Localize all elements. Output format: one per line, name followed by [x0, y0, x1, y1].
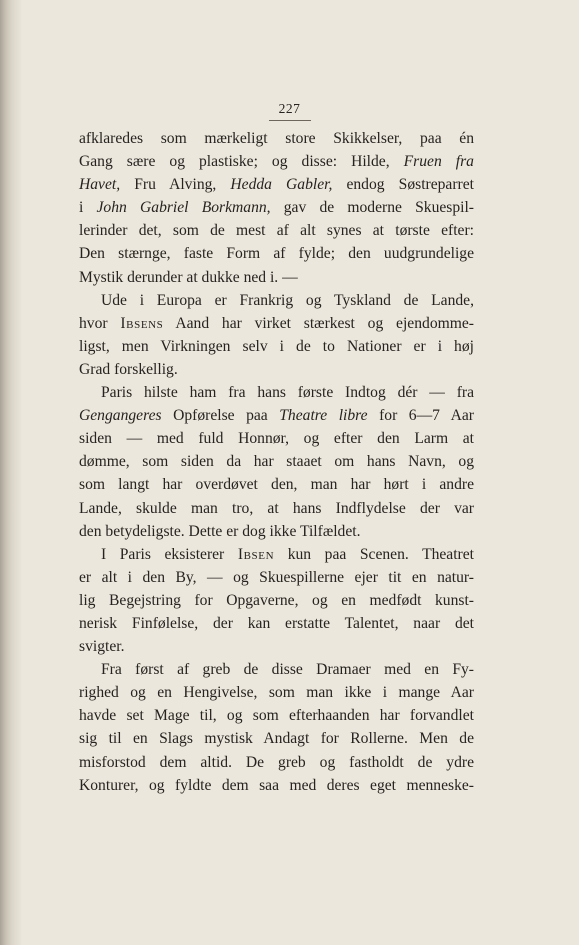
- italic-text: John Gabriel Borkmann,: [96, 199, 271, 217]
- text-line: [79, 358, 474, 381]
- text-run: misforstod dem altid. De greb og fastholdt de ydre: [79, 753, 474, 771]
- text-run: endog Søstreparret: [332, 176, 474, 194]
- text-line: [79, 312, 474, 335]
- text-run: Ude i Europa er Frankrig og Tyskland de Lande,: [101, 291, 474, 309]
- text-run: sig til en Slags mystisk Andagt for Rollerne. Men de: [79, 730, 474, 748]
- text-run: ligst, men Virkningen selv i de to Nationer er i høj: [79, 337, 474, 355]
- text-line: [79, 473, 474, 496]
- text-line: [79, 774, 474, 797]
- small-caps-name: Ibsen: [237, 545, 275, 563]
- text-line: [79, 751, 474, 774]
- text-line: [79, 335, 474, 358]
- text-line: [79, 404, 474, 427]
- text-line: [79, 497, 474, 520]
- text-line: [79, 704, 474, 727]
- text-run: nerisk Finfølelse, der kan erstatte Talentet, naar det: [79, 614, 474, 632]
- text-line: [79, 727, 474, 750]
- text-run: svigter.: [79, 638, 125, 656]
- text-line: [79, 173, 474, 196]
- text-line: [79, 681, 474, 704]
- text-line: [79, 427, 474, 450]
- text-run: som langt har overdøvet den, man har hørt i andre: [79, 476, 474, 494]
- text-run: Lande, skulde man tro, at hans Indflydelse der var: [79, 499, 474, 517]
- page-number: 227: [0, 101, 579, 121]
- text-run: Grad forskellig.: [79, 360, 178, 378]
- text-line: [79, 635, 474, 658]
- italic-text: Havet,: [79, 176, 121, 194]
- text-line: [79, 566, 474, 589]
- text-run: afklaredes som mærkeligt store Skikkelser, paa én: [79, 130, 474, 147]
- text-run: lerinder det, som de mest af alt synes at tørste efter:: [79, 222, 474, 240]
- italic-text: Fruen fra: [403, 153, 474, 171]
- text-run: Fra først af greb de disse Dramaer med en Fy-: [101, 661, 474, 679]
- body-text: [79, 127, 474, 797]
- text-run: dømme, som siden da har staaet om hans Navn, og: [79, 453, 474, 471]
- italic-text: Gengangeres: [79, 407, 162, 425]
- text-run: I Paris eksisterer: [101, 545, 238, 563]
- text-line: [79, 242, 474, 265]
- text-line: [79, 289, 474, 312]
- text-line: [79, 520, 474, 543]
- text-run: righed og en Hengivelse, som man ikke i mange Aar: [79, 684, 474, 702]
- text-run: hvor: [79, 314, 121, 332]
- text-run: siden — med fuld Honnør, og efter den Larm at: [79, 430, 474, 448]
- text-run: Konturer, og fyldte dem saa med deres eget menneske-: [79, 776, 474, 794]
- text-run: den betydeligste. Dette er dog ikke Tilfældet.: [79, 522, 361, 540]
- text-run: Gang sære og plastiske; og disse: Hilde,: [79, 153, 404, 171]
- text-line: [79, 127, 474, 150]
- text-line: [79, 658, 474, 681]
- text-line: [79, 196, 474, 219]
- text-run: kun paa Scenen. Theatret: [274, 545, 475, 563]
- book-spine-shadow: [0, 0, 22, 945]
- text-line: [79, 543, 474, 566]
- text-run: gav de moderne Skuespil-: [270, 199, 475, 217]
- italic-text: Theatre libre: [279, 407, 368, 425]
- text-line: [79, 381, 474, 404]
- text-run: i: [79, 199, 97, 217]
- text-run: Den stærnge, faste Form af fylde; den uudgrundelige: [79, 245, 474, 263]
- text-run: Aand har virket stærkest og ejendomme-: [163, 314, 474, 332]
- text-run: Opførelse paa: [161, 407, 280, 425]
- text-run: havde set Mage til, og som efterhaanden har forvandlet: [79, 707, 474, 725]
- text-line: [79, 589, 474, 612]
- text-line: [79, 266, 474, 289]
- text-line: [79, 219, 474, 242]
- small-caps-name: Ibsens: [120, 314, 164, 332]
- italic-text: Hedda Gabler,: [230, 176, 333, 194]
- text-run: lig Begejstring for Opgaverne, og en medfødt kunst-: [79, 591, 474, 609]
- text-line: [79, 450, 474, 473]
- text-line: [79, 612, 474, 635]
- text-run: er alt i den By, — og Skuespillerne ejer tit en natur-: [79, 568, 474, 586]
- text-run: Paris hilste ham fra hans første Indtog dér — fra: [101, 384, 474, 402]
- text-line: [79, 150, 474, 173]
- text-run: Fru Alving,: [120, 176, 231, 194]
- text-run: for 6—7 Aar: [367, 407, 474, 425]
- text-run: Mystik derunder at dukke ned i. —: [79, 268, 298, 286]
